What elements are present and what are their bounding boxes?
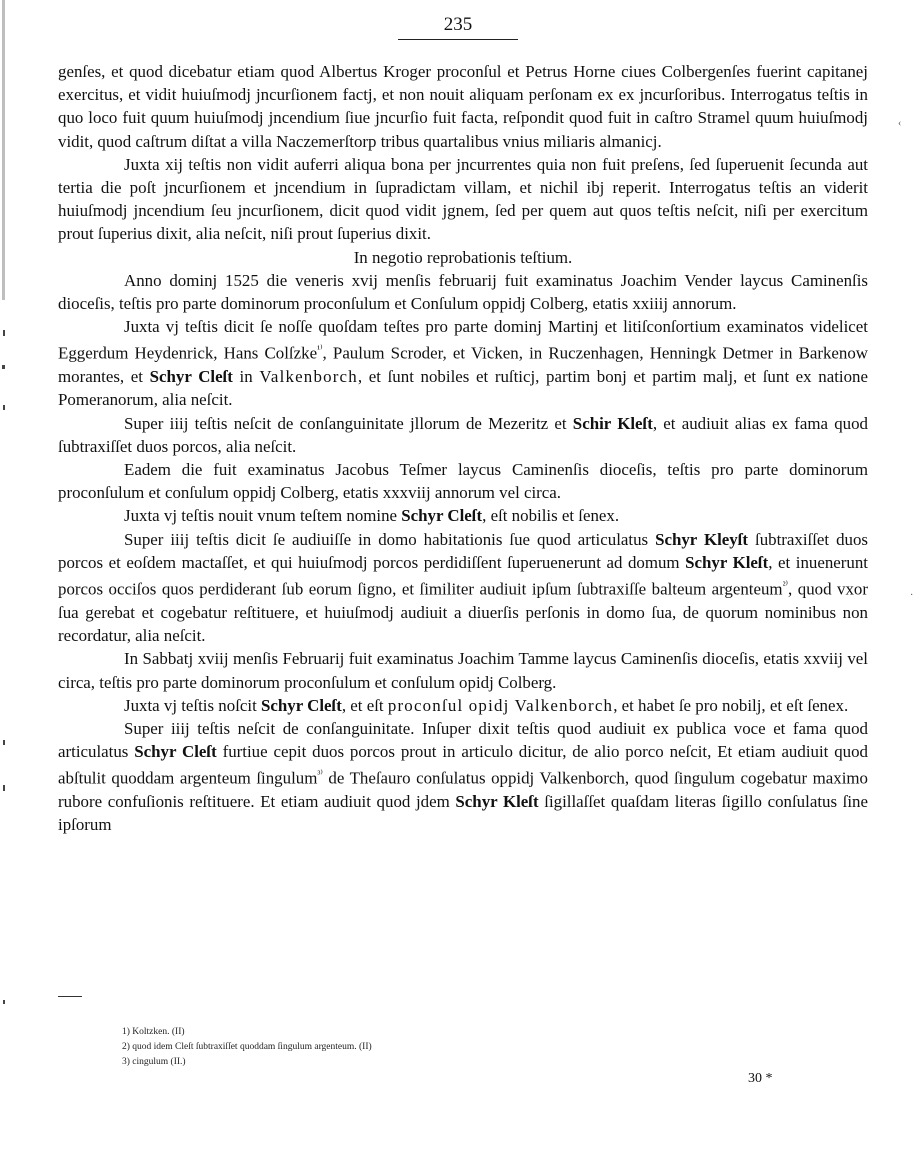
- text-run: de Theſauro conſulatus oppidj Valkenborch, quod ſingulum cogebatur maximo rubore confuſionis reſtituere. Et etiam audiuit quod jdem: [58, 768, 869, 812]
- paragraph: [58, 717, 868, 837]
- text-run: , et audiuit alias ex fama quod ſubtraxiſſet duos porcos, alia neſcit.: [58, 413, 868, 456]
- page-number-rule: [398, 39, 518, 40]
- text-run: , eſt nobilis et ſenex.: [482, 506, 620, 526]
- text-run: ſubtraxiſſet duos porcos et eoſdem mactaſſet, et qui huiuſmodj porcos perdidiſſent ſuperuenerunt ad domum: [58, 529, 868, 572]
- footnote: 3) cingulum (II.): [122, 1057, 186, 1067]
- page-number: 235: [443, 14, 473, 35]
- text-run: Juxta vj teſtis nouit vnum teſtem nomine: [124, 506, 402, 526]
- paragraph: [58, 269, 868, 315]
- text-run: Super iiij teſtis dicit ſe audiuiſſe in domo habitationis ſue quod articulatus: [124, 529, 656, 549]
- text-run: , et ſunt nobiles et ruſticj, partim bonj et partim malj, et ſunt ex natione Pomeranorum, alia neſcit.: [58, 367, 868, 410]
- paragraph: [58, 694, 868, 717]
- text-run: , Paulum Scroder, et Vicken, in Ruczenhagen, Henningk Detmer in Barkenow morantes, et: [58, 344, 868, 387]
- text-run: , et eſt: [341, 695, 388, 715]
- text-run: genſes, et quod dicebatur etiam quod Albertus Kroger proconſul et Petrus Horne ciues Colbergenſes fuerint capitanej exercitus, et vidit huiuſmodj jncurſionem factj, et non nouit aliquam perſonam ex ex jncurſoribus. Interrogatus teſtis in quo loco fuit quum huiuſmodj jncendium ſiue jncurſio fuit facta, reſpondit quod fuit in caſtro Stramel quum huiuſmodj vidit, quod caſtrum diſtat a villa Naczemerſtorp tribus quartalibus vnius miliaris almanicj.: [58, 62, 868, 151]
- bold-name: Schyr Cleſt: [261, 695, 342, 715]
- bold-name: Schyr Kleſt: [685, 552, 769, 572]
- bold-name: Schyr Cleſt: [401, 506, 483, 526]
- scan-right-mark: ‹: [898, 118, 902, 129]
- footnote-ref: ³⁾: [317, 769, 323, 781]
- text-run: Juxta vj teſtis noſcit: [124, 695, 261, 715]
- footnote-ref: ²⁾: [782, 580, 789, 592]
- paragraph: [58, 153, 868, 246]
- paragraph: [58, 315, 868, 411]
- text-run: Anno dominj 1525 die veneris xvij menſis februarij fuit examinatus Joachim Vender laycus Caminenſis dioceſis, teſtis pro parte dominorum proconſulum et Conſulum oppidj Colberg, etatis xxiiij annorum.: [58, 270, 868, 314]
- text-run: , et habet ſe pro nobilj, et eſt ſenex.: [613, 695, 849, 715]
- text-run: ſigillaſſet quaſdam literas ſigillo conſulatus ſine ipſorum: [58, 792, 868, 835]
- spaced-text: Valkenborch: [259, 367, 358, 387]
- text-run: Juxta vj teſtis dicit ſe noſſe quoſdam teſtes pro parte dominj Martinj et litiſconſortium examinatos videlicet Eggerdum Heydenrick, Hans Colſzke: [58, 317, 868, 364]
- footnote: 1) Koltzken. (II): [122, 1027, 185, 1037]
- footnote-rule: [58, 996, 82, 997]
- text-run: Eadem die fuit examinatus Jacobus Teſmer laycus Caminenſis dioceſis, teſtis pro parte dominorum proconſulum et conſulum oppidj Colberg, etatis xxxviij annorum vel circa.: [58, 460, 868, 503]
- footnote-ref: ¹⁾: [317, 344, 323, 356]
- text-run: in: [232, 367, 260, 387]
- paragraph: [58, 412, 868, 458]
- footnote: 2) quod idem Cleſt ſubtraxiſſet quoddam ſingulum argenteum. (II): [122, 1042, 372, 1052]
- text-run: Juxta xij teſtis non vidit auferri aliqua bona per jncurrentes quia non fuit preſens, ſed ſuperuenit ſecunda aut tertia die poſt jncurſionem et jncendium in ſupradictam villam, et nichil ibj reperit. Interrogatus teſtis an viderit huiuſmodj jncendium ſeu jncurſionem, dicit quod vidit jgnem, ſed per quem aut quos teſtis neſcit, niſi per exercitum prout ſuperius dixit, alia neſcit, niſi prout ſuperius dixit.: [58, 154, 868, 244]
- text-run: furtiue cepit duos porcos prout in articulo dicitur, de alio porco neſcit, Et etiam audiuit quod abſtulit quoddam argenteum ſingulum: [58, 742, 868, 788]
- section-heading: [58, 246, 868, 269]
- bold-name: Schyr Cleſt: [149, 367, 233, 387]
- signature-mark: 30 *: [748, 1071, 773, 1086]
- scan-left-edge: [0, 0, 6, 1169]
- paragraph: [58, 458, 868, 504]
- scan-right-mark: ·: [910, 590, 914, 601]
- text-run: , quod vxor ſua gerebat et cogebatur reſtituere, et huiuſmodj audiuit a diuerſis perſonis in domo ſua, de quorum nominibus non recordatur, alia neſcit.: [58, 579, 868, 646]
- paragraph: [58, 647, 868, 693]
- body-text: [58, 60, 868, 837]
- footnotes: [122, 1025, 372, 1070]
- paragraph: [58, 60, 868, 153]
- text-run: Super iiij teſtis neſcit de conſanguinitate. Inſuper dixit teſtis quod audiuit ex publica voce et fama quod articulatus: [58, 718, 868, 762]
- text-run: In negotio reprobationis teſtium.: [353, 247, 573, 267]
- bold-name: Schyr Cleſt: [134, 742, 217, 762]
- spaced-text: proconſul opidj Valkenborch: [387, 695, 614, 715]
- text-run: Super iiij teſtis neſcit de conſanguinitate jllorum de Mezeritz et: [124, 413, 573, 433]
- bold-name: Schyr Kleſt: [455, 792, 539, 812]
- text-run: In Sabbatj xviij menſis Februarij fuit examinatus Joachim Tamme laycus Caminenſis dioceſis, etatis xxviij vel circa, teſtis pro parte dominorum proconſulum et conſulum opidj Colberg.: [58, 649, 868, 692]
- bold-name: Schyr Kleyſt: [655, 529, 749, 549]
- text-run: , et inuenerunt porcos occiſos quos perdiderant ſub eorum ſigno, et ſimiliter audiuit ipſum ſubtraxiſſe balteum argenteum: [58, 552, 868, 599]
- paragraph: [58, 528, 868, 648]
- paragraph: [58, 504, 868, 527]
- bold-name: Schir Kleſt: [572, 413, 653, 433]
